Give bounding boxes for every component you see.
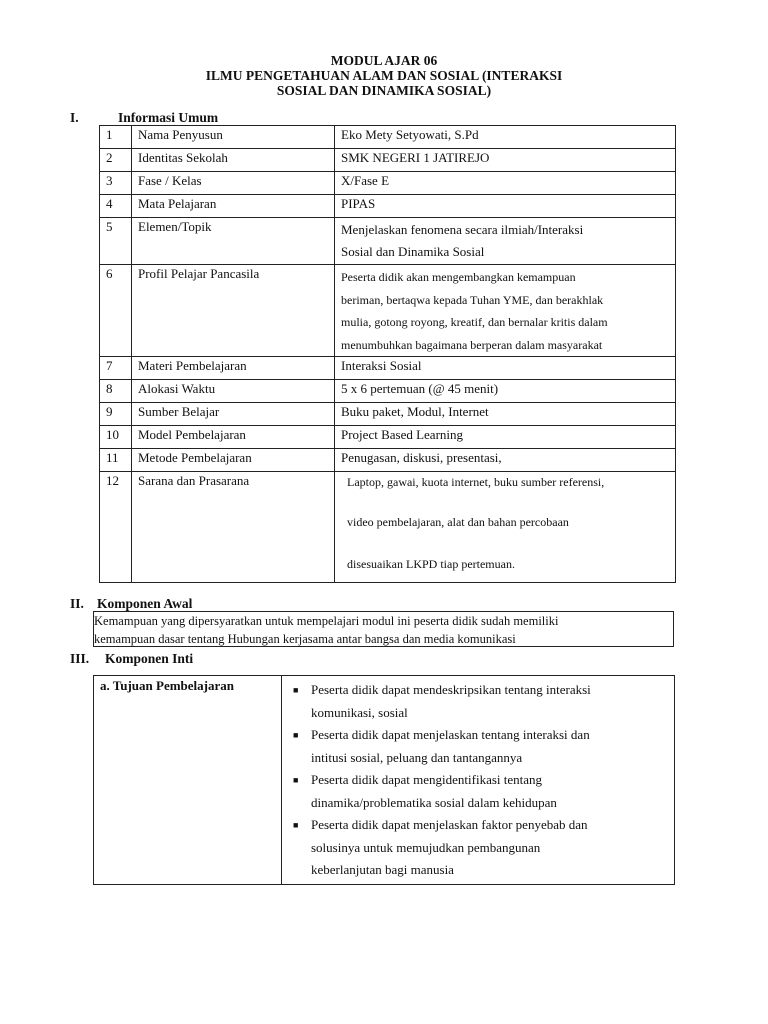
document-title-line2: ILMU PENGETAHUAN ALAM DAN SOSIAL (INTERAKSI xyxy=(205,68,563,83)
list-item-line: dinamika/problematika sosial dalam kehidupan xyxy=(311,794,557,810)
section-1-numeral: I. xyxy=(70,110,79,125)
list-item-line: solusinya untuk memujudkan pembangunan xyxy=(311,839,541,855)
row-label: Elemen/Topik xyxy=(132,218,335,265)
row-value-line: disesuaikan LKPD tiap pertemuan. xyxy=(347,557,515,571)
row-value: Eko Mety Setyowati, S.Pd xyxy=(335,126,676,149)
row-value: Project Based Learning xyxy=(335,426,676,449)
row-value: PIPAS xyxy=(335,195,676,218)
list-item-line: keberlanjutan bagi manusia xyxy=(311,862,454,877)
row-label: Metode Pembelajaran xyxy=(132,449,335,472)
section-2-title: Komponen Awal xyxy=(97,596,193,611)
table-row xyxy=(100,472,676,583)
row-label: Sarana dan Prasarana xyxy=(132,472,335,583)
row-value-line: Peserta didik akan mengembangkan kemampuan xyxy=(341,270,576,284)
informasi-umum-table xyxy=(99,125,676,583)
section-2-numeral: II. xyxy=(70,596,84,611)
row-value-line: mulia, gotong royong, kreatif, dan bernalar kritis dalam xyxy=(341,315,608,329)
row-label: Alokasi Waktu xyxy=(132,380,335,403)
row-value-line: Laptop, gawai, kuota internet, buku sumber referensi, xyxy=(347,475,605,489)
row-number: 7 xyxy=(100,357,132,380)
row-value: Interaksi Sosial xyxy=(335,357,676,380)
bullet-icon: ■ xyxy=(293,775,299,785)
komponen-awal-line2: kemampuan dasar tentang Hubungan kerjasama antar bangsa dan media komunikasi xyxy=(94,632,516,646)
bullet-icon: ■ xyxy=(293,820,299,830)
row-value: Penugasan, diskusi, presentasi, xyxy=(335,449,676,472)
list-item-line: Peserta didik dapat mendeskripsikan tentang interaksi xyxy=(311,682,591,697)
row-label: Sumber Belajar xyxy=(132,403,335,426)
table-row xyxy=(94,676,675,885)
row-number: 3 xyxy=(100,172,132,195)
komponen-awal-line1: Kemampuan yang dipersyaratkan untuk mempelajari modul ini peserta didik sudah memiliki xyxy=(94,614,559,628)
table-row xyxy=(100,380,676,403)
row-number: 6 xyxy=(100,265,132,357)
section-1-title: Informasi Umum xyxy=(118,110,219,125)
list-item-line: Peserta didik dapat mengidentifikasi tentang xyxy=(311,772,543,787)
table-row xyxy=(100,265,676,357)
row-value: Buku paket, Modul, Internet xyxy=(335,403,676,426)
row-number: 8 xyxy=(100,380,132,403)
komponen-inti-table xyxy=(93,675,675,885)
document-title-line1: MODUL AJAR 06 xyxy=(330,53,438,68)
row-value: SMK NEGERI 1 JATIREJO xyxy=(335,149,676,172)
bullet-icon: ■ xyxy=(293,730,299,740)
list-item xyxy=(293,724,665,769)
row-label: Mata Pelajaran xyxy=(132,195,335,218)
row-label: Profil Pelajar Pancasila xyxy=(132,265,335,357)
document-title-line3: SOSIAL DAN DINAMIKA SOSIAL) xyxy=(276,83,492,98)
table-row xyxy=(100,172,676,195)
row-label: Identitas Sekolah xyxy=(132,149,335,172)
tujuan-pembelajaran-label: a. Tujuan Pembelajaran xyxy=(94,676,282,885)
section-3-title: Komponen Inti xyxy=(105,651,194,666)
table-row xyxy=(100,357,676,380)
list-item-line: Peserta didik dapat menjelaskan tentang interaksi dan xyxy=(311,727,590,742)
row-number: 1 xyxy=(100,126,132,149)
row-value-line: Menjelaskan fenomena secara ilmiah/Interaksi xyxy=(341,222,584,237)
list-item xyxy=(293,814,665,882)
bullet-icon: ■ xyxy=(293,685,299,695)
row-number: 2 xyxy=(100,149,132,172)
table-row xyxy=(100,449,676,472)
section-3-numeral: III. xyxy=(70,651,90,666)
row-value-line: menumbuhkan bagaimana berperan dalam masyarakat xyxy=(341,337,603,352)
row-value: 5 x 6 pertemuan (@ 45 menit) xyxy=(335,380,676,403)
table-row xyxy=(100,426,676,449)
row-value xyxy=(335,218,676,265)
table-row xyxy=(100,195,676,218)
tujuan-pembelajaran-content xyxy=(282,676,675,885)
row-label: Materi Pembelajaran xyxy=(132,357,335,380)
list-item-line: Peserta didik dapat menjelaskan faktor penyebab dan xyxy=(311,817,588,832)
row-number: 12 xyxy=(100,472,132,583)
tujuan-list xyxy=(283,677,673,882)
list-item xyxy=(293,679,665,724)
row-value-line: beriman, bertaqwa kepada Tuhan YME, dan berakhlak xyxy=(341,292,604,307)
table-row xyxy=(100,218,676,265)
table-row xyxy=(100,403,676,426)
row-number: 9 xyxy=(100,403,132,426)
row-number: 4 xyxy=(100,195,132,218)
row-number: 11 xyxy=(100,449,132,472)
list-item xyxy=(293,769,665,814)
row-label: Nama Penyusun xyxy=(132,126,335,149)
row-value: X/Fase E xyxy=(335,172,676,195)
row-value-line: video pembelajaran, alat dan bahan percobaan xyxy=(347,515,569,529)
row-value xyxy=(335,472,676,583)
table-row xyxy=(100,149,676,172)
row-number: 5 xyxy=(100,218,132,265)
komponen-awal-box xyxy=(93,611,674,647)
row-label: Fase / Kelas xyxy=(132,172,335,195)
list-item-line: komunikasi, sosial xyxy=(311,704,408,720)
row-value xyxy=(335,265,676,357)
table-row xyxy=(100,126,676,149)
list-item-line: intitusi sosial, peluang dan tantangannya xyxy=(311,749,523,765)
row-label: Model Pembelajaran xyxy=(132,426,335,449)
row-number: 10 xyxy=(100,426,132,449)
row-value-line: Sosial dan Dinamika Sosial xyxy=(341,244,485,259)
